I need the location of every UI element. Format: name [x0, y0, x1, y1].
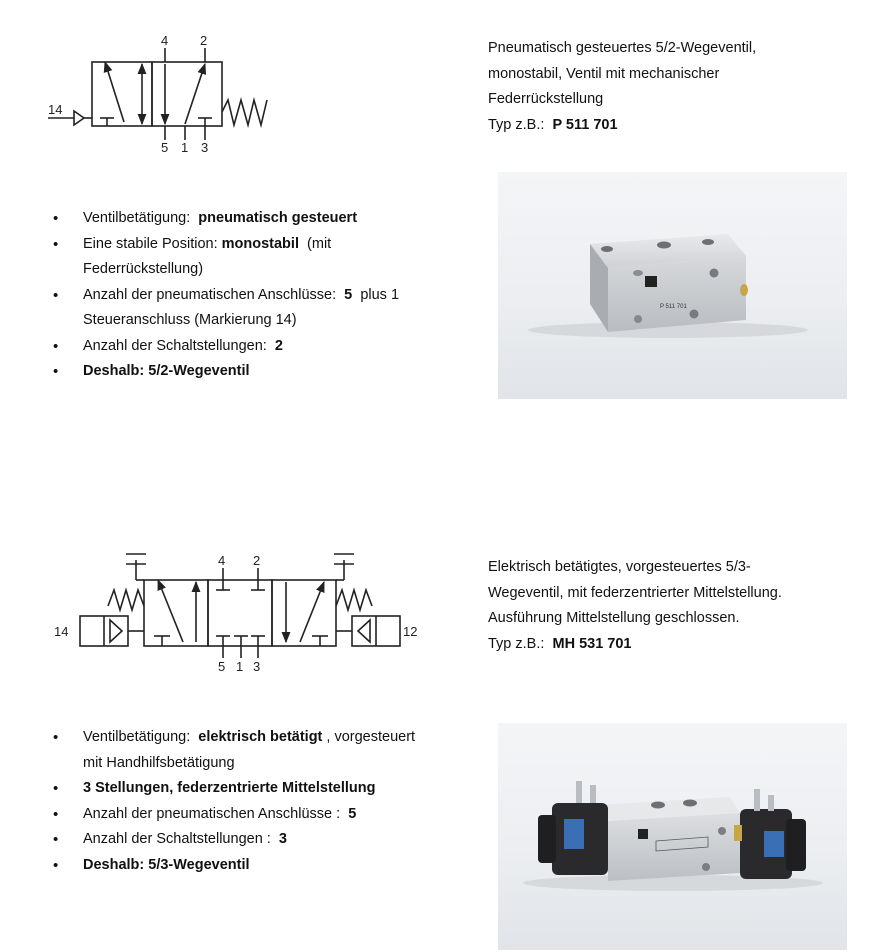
- valve1-photo-label: P 511 701: [660, 304, 687, 310]
- valve2-port-5: 5: [218, 659, 226, 674]
- valve1-port-5: 5: [161, 140, 169, 155]
- valve2-port-14: 14: [54, 624, 69, 639]
- bullet-value: pneumatisch gesteuert: [198, 210, 358, 226]
- list-item: [53, 283, 473, 334]
- valve2-feature-list: [53, 725, 493, 878]
- bullet-continuation: Federrückstellung): [83, 261, 204, 277]
- valve2-port-1: 1: [236, 659, 244, 674]
- valve1-desc-line1: Pneumatisch gesteuertes 5/2-Wegeventil,: [488, 40, 757, 56]
- list-item: [53, 853, 493, 879]
- valve1-port-1: 1: [181, 140, 189, 155]
- bullet-value: 5: [348, 805, 357, 822]
- valve1-port-14: 14: [48, 102, 63, 117]
- list-item: [53, 359, 473, 385]
- bullet-value: monostabil: [221, 235, 299, 252]
- valve1-port-4: 4: [161, 33, 169, 48]
- bullet-label: Anzahl der pneumatischen Anschlüsse:: [83, 286, 337, 303]
- valve1-feature-list: [53, 206, 473, 385]
- list-item: [53, 802, 493, 828]
- valve2-product-photo: [498, 723, 847, 950]
- list-item: [53, 206, 473, 232]
- bullet-suffix: (mit: [307, 235, 332, 252]
- valve1-port-2: 2: [200, 33, 208, 48]
- bullet-conclusion: Deshalb: 5/2-Wegeventil: [83, 363, 250, 379]
- bullet-conclusion: Deshalb: 5/3-Wegeventil: [83, 856, 250, 873]
- valve2-description: [488, 555, 873, 657]
- valve2-type-value: MH 531 701: [552, 635, 632, 652]
- valve1-type-line: [488, 113, 868, 139]
- bullet-value: 3: [278, 831, 287, 847]
- valve2-circuit-symbol: [48, 550, 428, 678]
- valve1-desc-line2: monostabil, Ventil mit mechanischer: [488, 65, 720, 82]
- valve1-body-illustration: [498, 172, 847, 399]
- list-item: [53, 725, 493, 776]
- bullet-label: Ventilbetätigung:: [83, 729, 191, 745]
- valve2-desc-line2: Wegeventil, mit federzentrierter Mittelstellung.: [488, 584, 782, 601]
- bullet-label: Ventilbetätigung:: [83, 210, 191, 226]
- list-item: [53, 334, 473, 360]
- valve2-desc-line1: Elektrisch betätigtes, vorgesteuertes 5/3-: [488, 559, 751, 575]
- list-item: [53, 776, 493, 802]
- bullet-suffix: , vorgesteuert: [326, 729, 416, 745]
- valve1-port-3: 3: [201, 140, 209, 155]
- valve2-body-illustration: [498, 723, 847, 950]
- valve2-type-line: [488, 632, 873, 658]
- bullet-label: Anzahl der Schaltstellungen:: [83, 337, 267, 354]
- bullet-value: 2: [274, 337, 283, 354]
- valve1-circuit-symbol: [40, 30, 280, 160]
- valve1-product-photo: [498, 172, 847, 399]
- bullet-label: Anzahl der Schaltstellungen :: [83, 831, 271, 847]
- valve2-desc-line3: Ausführung Mittelstellung geschlossen.: [488, 610, 740, 626]
- bullet-continuation: mit Handhilfsbetätigung: [83, 754, 235, 771]
- list-item: [53, 827, 493, 853]
- valve2-port-4: 4: [218, 553, 226, 568]
- valve1-type-label: Typ z.B.:: [488, 116, 545, 133]
- valve2-type-label: Typ z.B.:: [488, 635, 545, 652]
- bullet-label: Eine stabile Position:: [83, 235, 218, 252]
- valve1-type-value: P 511 701: [552, 116, 618, 133]
- valve2-port-3: 3: [253, 659, 261, 674]
- bullet-continuation: Steueranschluss (Markierung 14): [83, 312, 297, 328]
- valve2-port-12: 12: [403, 624, 418, 639]
- bullet-suffix: plus 1: [360, 286, 400, 303]
- bullet-bold: 3 Stellungen, federzentrierte Mittelstellung: [83, 780, 376, 796]
- valve1-desc-line3: Federrückstellung: [488, 91, 604, 107]
- valve1-description: [488, 36, 868, 138]
- bullet-value: 5: [344, 286, 353, 303]
- valve2-port-2: 2: [253, 553, 261, 568]
- list-item: [53, 232, 473, 283]
- bullet-label: Anzahl der pneumatischen Anschlüsse :: [83, 805, 341, 822]
- bullet-value: elektrisch betätigt: [198, 729, 323, 745]
